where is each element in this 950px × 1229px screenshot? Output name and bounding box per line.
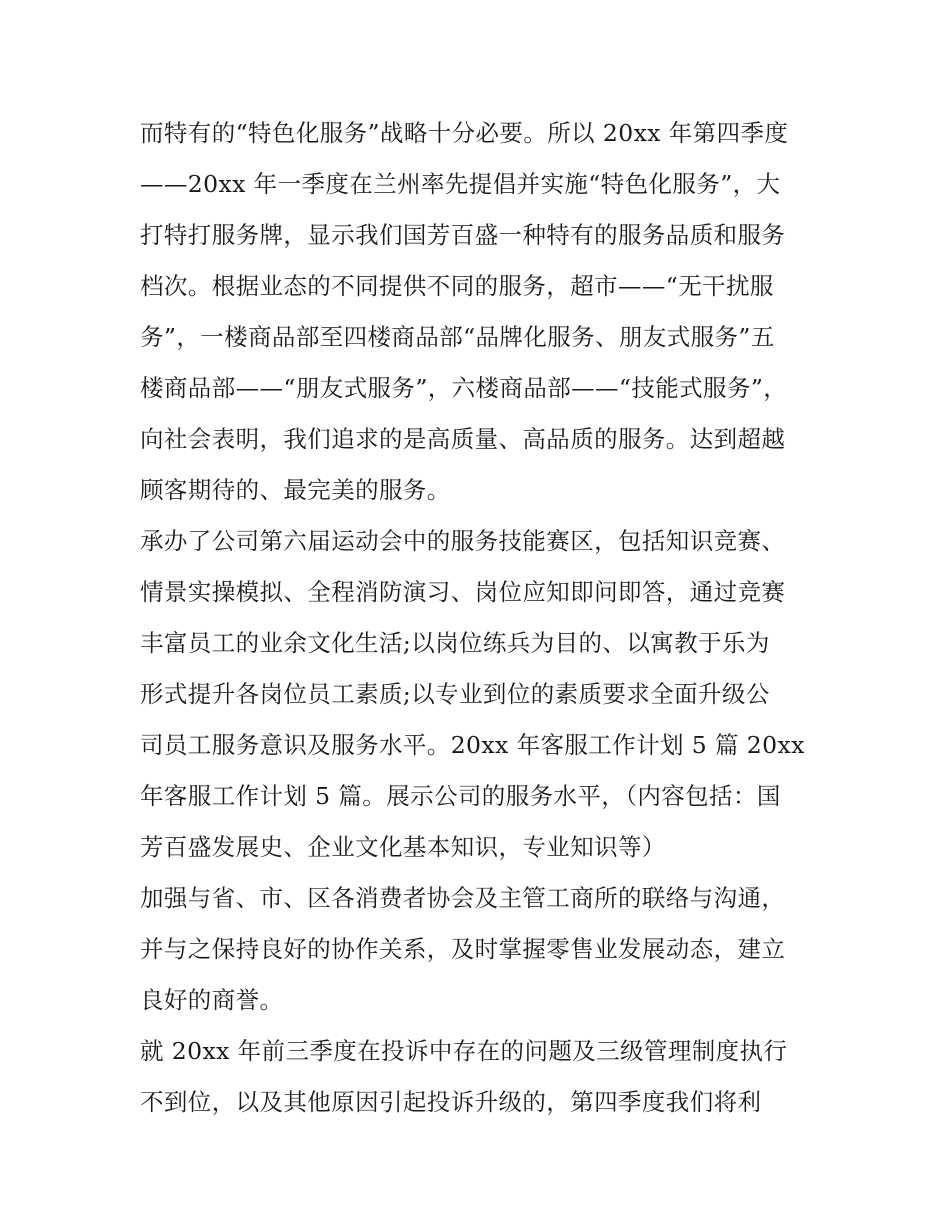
text-line: 加强与省、市、区各消费者协会及主管工商所的联络与沟通， bbox=[140, 884, 786, 912]
text-line: 年客服工作计划 5 篇。展示公司的服务水平，（内容包括：国 bbox=[140, 782, 781, 810]
document-body bbox=[140, 108, 820, 1128]
text-line: 形式提升各岗位员工素质;以专业到位的素质要求全面升级公 bbox=[140, 680, 770, 708]
text-line: 情景实操模拟、全程消防演习、岗位应知即问即答，通过竞赛 bbox=[140, 578, 786, 606]
text-line: 就 20xx 年前三季度在投诉中存在的问题及三级管理制度执行 bbox=[140, 1037, 788, 1065]
text-line: 而特有的“特色化服务”战略十分必要。所以 20xx 年第四季度 bbox=[140, 119, 789, 147]
text-line: 打特打服务牌，显示我们国芳百盛一种特有的服务品质和服务 bbox=[140, 221, 786, 249]
text-line: ——20xx 年一季度在兰州率先提倡并实施“特色化服务”，大 bbox=[140, 170, 781, 198]
text-line: 档次。根据业态的不同提供不同的服务，超市——“无干扰服 bbox=[140, 272, 774, 300]
text-line: 务”，一楼商品部至四楼商品部“品牌化服务、朋友式服务”五 bbox=[140, 323, 775, 351]
text-line: 楼商品部——“朋友式服务”，六楼商品部——“技能式服务”， bbox=[140, 374, 788, 402]
text-line: 向社会表明，我们追求的是高质量、高品质的服务。达到超越 bbox=[140, 425, 786, 453]
text-line: 顾客期待的、最完美的服务。 bbox=[140, 476, 451, 504]
text-line: 丰富员工的业余文化生活;以岗位练兵为目的、以寓教于乐为 bbox=[140, 629, 770, 657]
text-line: 司员工服务意识及服务水平。20xx 年客服工作计划 5 篇 20xx bbox=[140, 731, 805, 759]
text-line: 不到位，以及其他原因引起投诉升级的，第四季度我们将利 bbox=[140, 1088, 762, 1116]
text-line: 芳百盛发展史、企业文化基本知识，专业知识等） bbox=[140, 833, 666, 861]
text-line: 良好的商誉。 bbox=[140, 986, 284, 1014]
text-line: 承办了公司第六届运动会中的服务技能赛区，包括知识竞赛、 bbox=[140, 527, 786, 555]
text-line: 并与之保持良好的协作关系，及时掌握零售业发展动态，建立 bbox=[140, 935, 786, 963]
